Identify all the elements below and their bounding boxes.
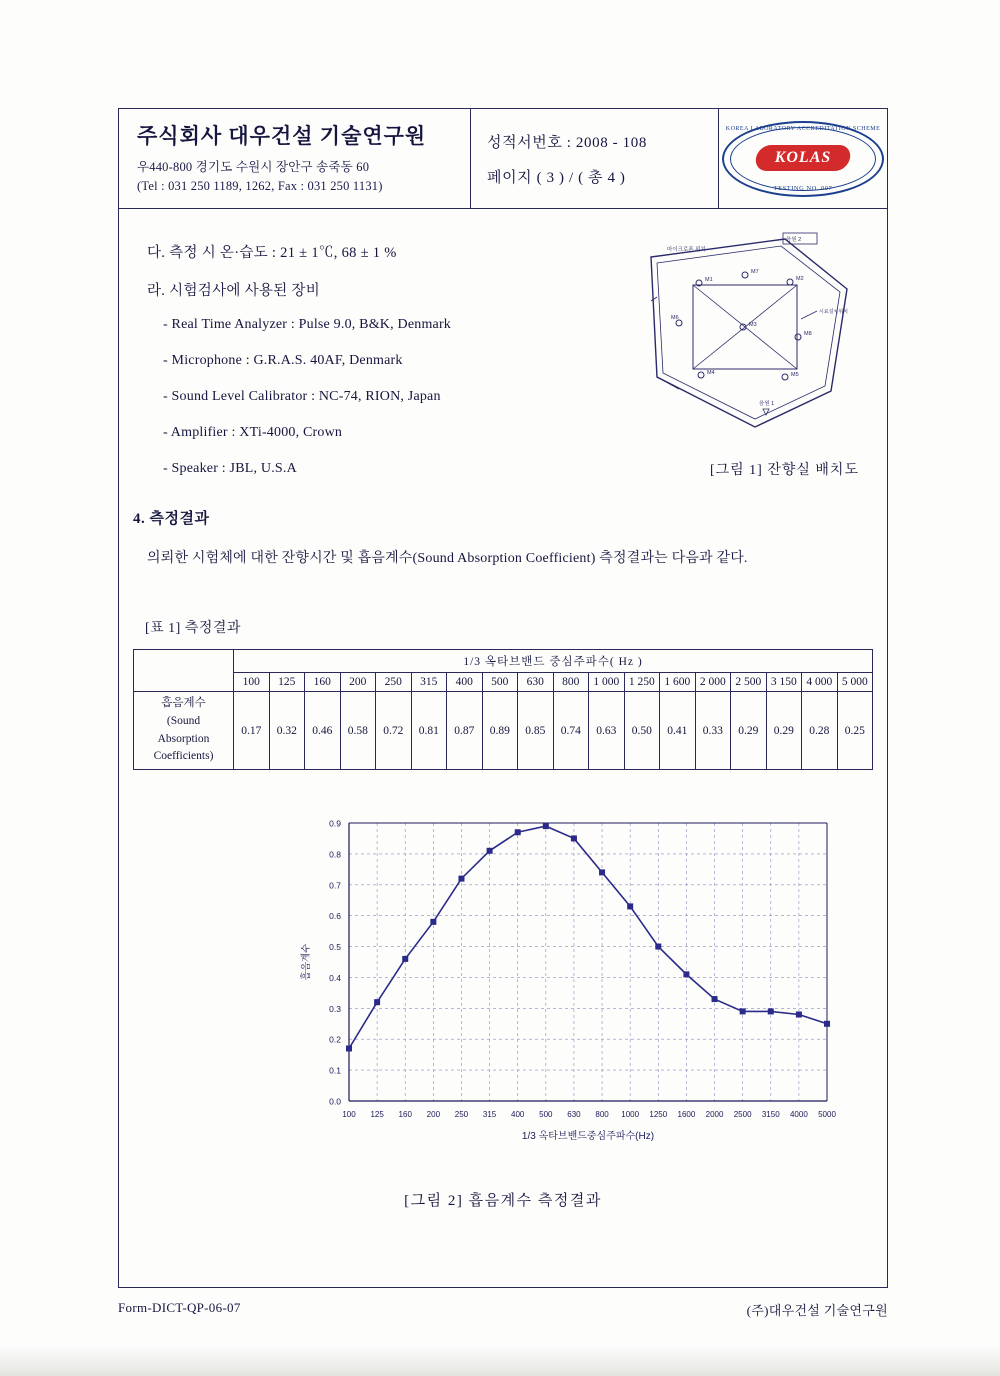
page-number: 페이지 ( 3 ) / ( 총 4 ): [487, 170, 626, 186]
list-item: - Microphone : G.R.A.S. 40AF, Denmark: [163, 353, 403, 368]
svg-text:2500: 2500: [733, 1110, 752, 1119]
header-logo-cell: [719, 109, 887, 208]
report-number: 성적서번호 : 2008 - 108: [487, 135, 647, 151]
row-header-absorption: [134, 692, 234, 770]
value-cell: 0.63: [589, 692, 625, 770]
equipment-list: [163, 317, 643, 497]
freq-cell: 315: [411, 673, 447, 692]
value-cell: 0.41: [660, 692, 696, 770]
report-body: [119, 209, 887, 1289]
measurement-table: [133, 649, 873, 770]
svg-text:1/3 옥타브밴드중심주파수(Hz): 1/3 옥타브밴드중심주파수(Hz): [521, 1131, 655, 1142]
svg-text:1600: 1600: [677, 1110, 696, 1119]
svg-text:0.9: 0.9: [329, 818, 341, 829]
value-cell: 0.17: [234, 692, 270, 770]
svg-text:M5: M5: [791, 372, 799, 378]
value-cell: 0.89: [482, 692, 518, 770]
figure2-caption: [그림 2] 흡음계수 측정결과: [404, 1193, 602, 1209]
freq-cell: 2 500: [731, 673, 767, 692]
value-cell: 0.25: [837, 692, 873, 770]
svg-text:0.7: 0.7: [329, 880, 341, 891]
svg-text:5000: 5000: [818, 1110, 836, 1119]
freq-cell: 2 000: [695, 673, 731, 692]
table1-caption: [표 1] 측정결과: [145, 621, 241, 636]
freq-cell: 800: [553, 673, 589, 692]
freq-cell: 3 150: [766, 673, 802, 692]
freq-cell: 400: [447, 673, 483, 692]
band-header-cell: 1/3 옥타브밴드 중심주파수( Hz ): [234, 650, 873, 673]
svg-text:0.8: 0.8: [329, 849, 341, 860]
table-corner-cell: [134, 650, 234, 692]
value-cell: 0.74: [553, 692, 589, 770]
value-cell: 0.81: [411, 692, 447, 770]
svg-text:시료설치위치: 시료설치위치: [819, 309, 848, 315]
company-address-line2: (Tel : 031 250 1189, 1262, Fax : 031 250 1131): [137, 178, 383, 193]
svg-text:315: 315: [482, 1110, 497, 1119]
row-header-line: (Sound: [166, 714, 201, 727]
svg-text:0.3: 0.3: [329, 1003, 341, 1014]
svg-text:800: 800: [595, 1110, 609, 1119]
value-cell: 0.72: [376, 692, 412, 770]
value-cell: 0.28: [802, 692, 838, 770]
freq-cell: 1 600: [660, 673, 696, 692]
company-address-line1: 우440-800 경기도 수원시 장안구 송죽동 60: [137, 160, 370, 174]
room-layout-svg: [635, 227, 863, 437]
footer-organization: (주)대우건설 기술연구원: [746, 1303, 888, 1318]
logo-bottom-text: TESTING NO. 007: [773, 184, 833, 192]
value-cell: 0.87: [447, 692, 483, 770]
item-c-temperature-humidity: 다. 측정 시 온·습도 : 21 ± 1℃, 68 ± 1 %: [147, 245, 397, 261]
row-header-line: 흡음계수: [161, 697, 206, 709]
table-row-frequencies: [134, 673, 873, 692]
svg-text:음원 1: 음원 1: [759, 401, 775, 407]
company-name: 주식회사 대우건설 기술연구원: [137, 124, 427, 148]
svg-text:125: 125: [370, 1110, 384, 1119]
table-row-band-header: [134, 650, 873, 673]
svg-text:0.2: 0.2: [329, 1034, 341, 1045]
value-cell: 0.50: [624, 692, 660, 770]
svg-text:M4: M4: [707, 370, 715, 376]
svg-text:1250: 1250: [649, 1110, 668, 1119]
row-header-line: Absorption: [157, 732, 210, 745]
svg-text:0.1: 0.1: [329, 1065, 341, 1076]
value-cell: 0.58: [340, 692, 376, 770]
svg-text:0.5: 0.5: [329, 942, 341, 953]
freq-cell: 630: [518, 673, 554, 692]
svg-text:흡음계수: 흡음계수: [301, 943, 312, 981]
svg-text:160: 160: [398, 1110, 412, 1119]
value-cell: 0.32: [269, 692, 305, 770]
freq-cell: 5 000: [837, 673, 873, 692]
absorption-coefficient-line-chart: [279, 809, 839, 1149]
list-item: - Sound Level Calibrator : NC-74, RION, Japan: [163, 389, 441, 404]
svg-text:200: 200: [426, 1110, 441, 1119]
svg-text:0.0: 0.0: [329, 1096, 341, 1107]
svg-text:4000: 4000: [789, 1110, 808, 1119]
measurement-table-wrap: [133, 649, 873, 770]
svg-text:M8: M8: [804, 331, 812, 337]
svg-text:500: 500: [539, 1110, 553, 1119]
figure2-chart: [279, 809, 839, 1149]
value-cell: 0.46: [305, 692, 341, 770]
freq-cell: 100: [234, 673, 270, 692]
svg-text:M2: M2: [796, 276, 804, 282]
header-report-info: [471, 109, 719, 208]
section4-description: 의뢰한 시험체에 대한 잔향시간 및 흡음계수(Sound Absorption Coefficient) 측정결과는 다음과 같다.: [147, 551, 748, 566]
logo-banner: [754, 145, 853, 171]
svg-text:M3: M3: [749, 322, 757, 328]
list-item: - Amplifier : XTi-4000, Crown: [163, 425, 343, 440]
report-header: [119, 109, 887, 209]
freq-cell: 1 000: [589, 673, 625, 692]
value-cell: 0.85: [518, 692, 554, 770]
svg-text:M7: M7: [751, 269, 759, 275]
report-footer: [118, 1300, 888, 1319]
svg-text:630: 630: [567, 1110, 581, 1119]
svg-text:M1: M1: [705, 277, 713, 283]
svg-text:3150: 3150: [761, 1110, 780, 1119]
logo-top-text: KOREA LABORATORY ACCREDITATION SCHEME: [725, 125, 881, 132]
row-header-line: Coefficients): [153, 750, 214, 763]
page-edge-shadow: [0, 1342, 1000, 1376]
figure1-room-layout-diagram: [635, 227, 863, 437]
report-frame: [118, 108, 888, 1288]
svg-text:100: 100: [342, 1110, 356, 1119]
freq-cell: 200: [340, 673, 376, 692]
svg-text:M6: M6: [671, 315, 679, 321]
freq-cell: 4 000: [802, 673, 838, 692]
svg-text:250: 250: [454, 1110, 469, 1119]
kolas-accreditation-logo: [722, 121, 884, 197]
freq-cell: 250: [376, 673, 412, 692]
list-item: - Speaker : JBL, U.S.A: [163, 461, 297, 476]
svg-text:1000: 1000: [621, 1110, 640, 1119]
list-item: - Real Time Analyzer : Pulse 9.0, B&K, Denmark: [163, 317, 452, 332]
svg-text:마이크로폰 위치: 마이크로폰 위치: [667, 247, 706, 253]
svg-text:음원 2: 음원 2: [786, 237, 802, 243]
freq-cell: 500: [482, 673, 518, 692]
svg-text:2000: 2000: [705, 1110, 724, 1119]
logo-text: KOLAS: [774, 148, 832, 166]
form-code: Form-DICT-QP-06-07: [118, 1300, 241, 1315]
item-d-equipment-heading: 라. 시험검사에 사용된 장비: [147, 283, 321, 299]
svg-text:400: 400: [511, 1110, 525, 1119]
value-cell: 0.29: [731, 692, 767, 770]
freq-cell: 125: [269, 673, 305, 692]
svg-text:0.4: 0.4: [329, 972, 341, 983]
freq-cell: 160: [305, 673, 341, 692]
value-cell: 0.33: [695, 692, 731, 770]
freq-cell: 1 250: [624, 673, 660, 692]
section4-title: 4. 측정결과: [133, 511, 210, 527]
table-row-values: [134, 692, 873, 770]
value-cell: 0.29: [766, 692, 802, 770]
header-company-block: [119, 109, 471, 208]
figure1-caption: [그림 1] 잔향실 배치도: [709, 463, 859, 478]
svg-text:0.6: 0.6: [329, 911, 341, 922]
